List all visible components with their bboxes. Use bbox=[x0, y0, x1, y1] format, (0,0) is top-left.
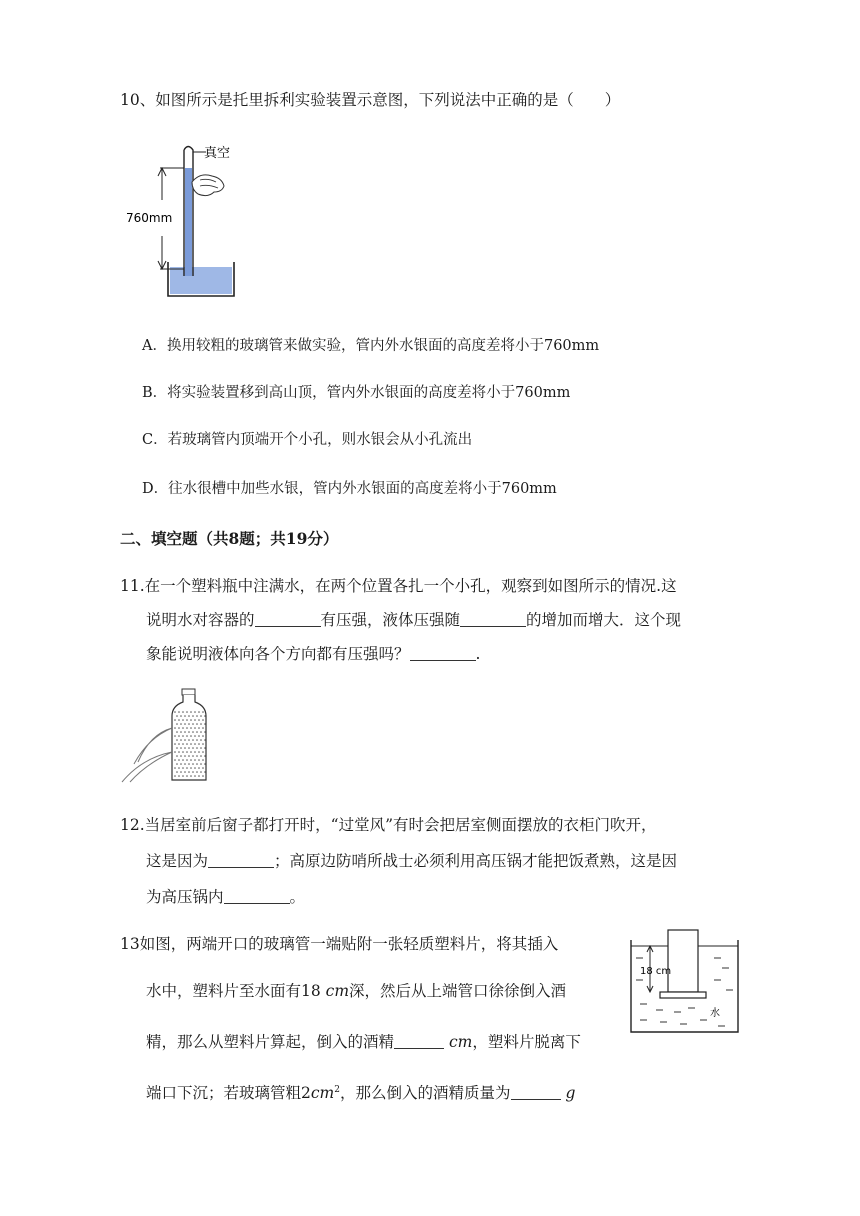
water-dot bbox=[188, 755, 190, 757]
water-dot bbox=[174, 735, 176, 737]
water-dot bbox=[194, 743, 196, 745]
water-dot bbox=[192, 747, 194, 749]
water-dot bbox=[178, 743, 180, 745]
mercury-in-dish bbox=[170, 267, 232, 294]
q13-line1: 13如图，两端开口的玻璃管一端贴附一张轻质塑料片，将其插入 bbox=[120, 935, 559, 953]
water-dot bbox=[178, 719, 180, 721]
q10-option-a: A．换用较粗的玻璃管来做实验，管内外水银面的高度差将小于760mm bbox=[142, 338, 600, 354]
water-dot bbox=[194, 767, 196, 769]
water-dot bbox=[176, 763, 178, 765]
water-dot bbox=[182, 775, 184, 777]
water-dot bbox=[182, 719, 184, 721]
water-dot bbox=[194, 719, 196, 721]
water-dot bbox=[204, 763, 206, 765]
water-dot bbox=[178, 759, 180, 761]
water-dot bbox=[176, 723, 178, 725]
water-dot bbox=[196, 763, 198, 765]
water-dot bbox=[176, 755, 178, 757]
water-dot bbox=[196, 755, 198, 757]
water-dot bbox=[194, 759, 196, 761]
water-dot bbox=[190, 727, 192, 729]
answer-blank-1[interactable] bbox=[255, 611, 321, 628]
water-dot bbox=[202, 743, 204, 745]
water-dot bbox=[198, 743, 200, 745]
water-dot bbox=[176, 731, 178, 733]
torricelli-apparatus-figure bbox=[126, 138, 248, 304]
water-dot bbox=[204, 739, 206, 741]
water-dot bbox=[202, 775, 204, 777]
water-dot bbox=[194, 711, 196, 713]
water-dot bbox=[174, 711, 176, 713]
water-dot bbox=[204, 723, 206, 725]
water-dot bbox=[180, 763, 182, 765]
water-dot bbox=[190, 743, 192, 745]
answer-blank-2[interactable] bbox=[460, 611, 526, 628]
water-dot bbox=[174, 775, 176, 777]
water-dot bbox=[174, 751, 176, 753]
water-dot bbox=[188, 731, 190, 733]
water-dot bbox=[192, 771, 194, 773]
water-dot bbox=[176, 771, 178, 773]
water-dot bbox=[184, 739, 186, 741]
water-dot bbox=[174, 759, 176, 761]
water-dot bbox=[186, 775, 188, 777]
water-dot bbox=[202, 759, 204, 761]
water-dot bbox=[198, 711, 200, 713]
water-dot bbox=[198, 727, 200, 729]
water-dot bbox=[180, 755, 182, 757]
section-title: 二、填空题（共8题；共19分） bbox=[120, 529, 339, 548]
water-dot bbox=[180, 771, 182, 773]
water-dot bbox=[178, 735, 180, 737]
water-dot bbox=[192, 763, 194, 765]
water-dot bbox=[200, 723, 202, 725]
water-dot bbox=[190, 767, 192, 769]
mercury-column bbox=[185, 168, 192, 276]
bottle-body bbox=[172, 695, 206, 780]
water-dot bbox=[196, 747, 198, 749]
water-dot bbox=[184, 771, 186, 773]
water-dot bbox=[174, 727, 176, 729]
water-dot bbox=[190, 759, 192, 761]
water-dot bbox=[186, 759, 188, 761]
water-dot bbox=[192, 755, 194, 757]
water-dot bbox=[200, 715, 202, 717]
water-dot bbox=[200, 747, 202, 749]
water-dot bbox=[180, 731, 182, 733]
water-dot bbox=[184, 763, 186, 765]
water-dot bbox=[202, 751, 204, 753]
water-dot bbox=[184, 715, 186, 717]
q10-stem: 10、如图所示是托里拆利实验装置示意图，下列说法中正确的是（ ） bbox=[120, 91, 621, 109]
water-dot bbox=[200, 755, 202, 757]
water-dot bbox=[188, 739, 190, 741]
q13-line3: 精，那么从塑料片算起，倒入的酒精 cm，塑料片脱离下 bbox=[146, 1033, 581, 1051]
water-dot bbox=[186, 735, 188, 737]
water-dot bbox=[174, 719, 176, 721]
water-dot bbox=[186, 751, 188, 753]
water-dot bbox=[180, 715, 182, 717]
water-dot bbox=[194, 735, 196, 737]
water-dot bbox=[182, 727, 184, 729]
water-dot bbox=[204, 715, 206, 717]
water-dot bbox=[204, 771, 206, 773]
water-dot bbox=[186, 711, 188, 713]
water-dot bbox=[186, 767, 188, 769]
water-dot bbox=[188, 763, 190, 765]
water-jet-upper bbox=[134, 728, 172, 764]
water-dot bbox=[176, 739, 178, 741]
water-dot bbox=[178, 751, 180, 753]
water-dot bbox=[196, 739, 198, 741]
water-dot bbox=[200, 731, 202, 733]
water-dot bbox=[180, 723, 182, 725]
water-dot bbox=[182, 711, 184, 713]
plastic-sheet bbox=[660, 992, 706, 998]
water-dot bbox=[180, 747, 182, 749]
water-dot bbox=[182, 735, 184, 737]
water-dot bbox=[186, 719, 188, 721]
bottle-cap bbox=[182, 689, 195, 695]
water-dot bbox=[204, 731, 206, 733]
q10-option-b: B．将实验装置移到高山顶，管内外水银面的高度差将小于760mm bbox=[142, 385, 571, 401]
q10-option-c: C．若玻璃管内顶端开个小孔，则水银会从小孔流出 bbox=[142, 432, 473, 448]
q13-line2: 水中，塑料片至水面有18 cm深，然后从上端管口徐徐倒入酒 bbox=[146, 982, 567, 1000]
q12-line1: 12.当居室前后窗子都打开时，“过堂风”有时会把居室侧面摆放的衣柜门吹开， bbox=[120, 816, 657, 834]
water-dot bbox=[186, 727, 188, 729]
water-dot bbox=[198, 751, 200, 753]
glass-tube bbox=[668, 930, 698, 992]
water-dot bbox=[198, 735, 200, 737]
water-dot bbox=[192, 731, 194, 733]
water-dot bbox=[194, 775, 196, 777]
q10-option-d: D．往水很槽中加些水银，管内外水银面的高度差将小于760mm bbox=[142, 481, 557, 497]
q12-line2: 这是因为 ；高原边防哨所战士必须利用高压锅才能把饭煮熟，这是因 bbox=[146, 852, 678, 870]
water-dot bbox=[190, 751, 192, 753]
water-dot bbox=[184, 723, 186, 725]
water-dot bbox=[178, 727, 180, 729]
water-label: 水 bbox=[710, 1008, 720, 1019]
vacuum-label: 真空 bbox=[204, 146, 231, 161]
water-dot bbox=[188, 771, 190, 773]
answer-blank-6[interactable] bbox=[394, 1033, 444, 1050]
water-dot bbox=[178, 767, 180, 769]
water-dot bbox=[184, 755, 186, 757]
water-dot bbox=[188, 747, 190, 749]
water-dot bbox=[180, 739, 182, 741]
water-dot bbox=[198, 719, 200, 721]
water-jet-lower bbox=[122, 752, 172, 782]
water-dot bbox=[200, 739, 202, 741]
q11-line1: 11.在一个塑料瓶中注满水，在两个位置各扎一个小孔，观察到如图所示的情况.这 bbox=[120, 577, 677, 595]
water-dot bbox=[194, 751, 196, 753]
water-dot bbox=[192, 723, 194, 725]
q11-line3: 象能说明液体向各个方向都有压强吗？ . bbox=[146, 645, 481, 663]
water-dot bbox=[190, 735, 192, 737]
water-dot bbox=[190, 711, 192, 713]
water-dot bbox=[202, 711, 204, 713]
water-dot bbox=[194, 727, 196, 729]
water-dot bbox=[190, 775, 192, 777]
water-dot bbox=[174, 743, 176, 745]
water-dot bbox=[196, 715, 198, 717]
q13-line4: 端口下沉；若玻璃管粗$2cm^2$，那么倒入的酒精质量为 g bbox=[146, 1084, 576, 1102]
water-dot bbox=[182, 743, 184, 745]
q12-line3: 为高压锅内 。 bbox=[146, 888, 306, 906]
water-dot bbox=[192, 739, 194, 741]
water-dot bbox=[188, 723, 190, 725]
answer-blank-7[interactable] bbox=[511, 1084, 561, 1101]
plastic-bottle-figure bbox=[120, 688, 220, 784]
water-dot bbox=[188, 715, 190, 717]
water-dot bbox=[178, 711, 180, 713]
water-dot bbox=[182, 759, 184, 761]
height-label: 760mm bbox=[126, 211, 173, 225]
water-dot bbox=[202, 727, 204, 729]
water-dot bbox=[182, 751, 184, 753]
answer-blank-4[interactable] bbox=[208, 852, 274, 869]
water-dot bbox=[178, 775, 180, 777]
water-dot bbox=[198, 759, 200, 761]
tube-in-water-figure bbox=[630, 928, 740, 1034]
water-dot bbox=[186, 743, 188, 745]
water-dot bbox=[192, 715, 194, 717]
water-dot bbox=[184, 731, 186, 733]
water-dot bbox=[190, 719, 192, 721]
water-dot bbox=[182, 767, 184, 769]
water-dot bbox=[200, 763, 202, 765]
q11-line2: 说明水对容器的 有压强，液体压强随 的增加而增大．这个现 bbox=[146, 611, 682, 629]
water-dot bbox=[196, 731, 198, 733]
answer-blank-3[interactable] bbox=[410, 645, 476, 662]
water-dot bbox=[184, 747, 186, 749]
water-dot bbox=[204, 755, 206, 757]
water-dot bbox=[198, 767, 200, 769]
water-dot bbox=[200, 771, 202, 773]
water-dot bbox=[176, 747, 178, 749]
water-dot bbox=[202, 719, 204, 721]
water-dot bbox=[198, 775, 200, 777]
water-dot bbox=[176, 715, 178, 717]
water-dot bbox=[204, 747, 206, 749]
depth-label: 18 cm bbox=[640, 966, 672, 977]
water-dot bbox=[196, 723, 198, 725]
answer-blank-5[interactable] bbox=[224, 888, 290, 905]
water-dot bbox=[202, 767, 204, 769]
water-dot bbox=[196, 771, 198, 773]
water-dot bbox=[174, 767, 176, 769]
water-dot bbox=[202, 735, 204, 737]
